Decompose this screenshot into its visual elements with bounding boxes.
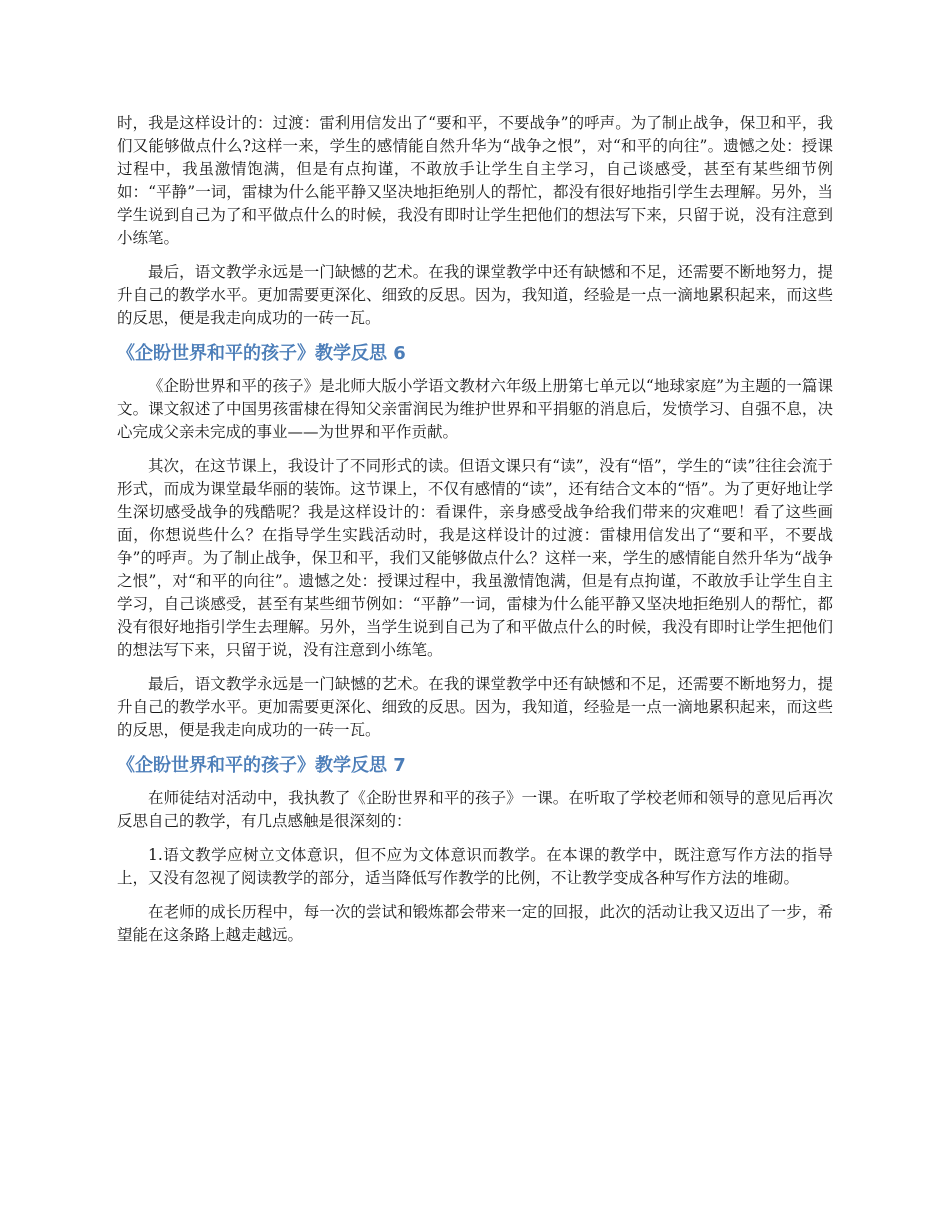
- paragraph-conclusion-1: 最后，语文教学永远是一门缺憾的艺术。在我的课堂教学中还有缺憾和不足，还需要不断地努力，提升自己的教学水平。更加需要更深化、细致的反思。因为，我知道，经验是一点一滴地累积起来，而这些的反思，便是我走向成功的一砖一瓦。: [117, 263, 833, 327]
- paragraph-point-1-7: 1.语文教学应树立文体意识，但不应为文体意识而教学。在本课的教学中，既注意写作方法的指导上，又没有忽视了阅读教学的部分，适当降低写作教学的比例，不让教学变成各种写作方法的堆砌。: [117, 846, 833, 887]
- paragraph-reading-design-6: 其次，在这节课上，我设计了不同形式的读。但语文课只有“读”，没有“悟”，学生的“读”往往会流于形式，而成为课堂最华丽的装饰。这节课上，不仅有感情的“读”，还有结合文本的“悟”。为了更好地让学生深切感受战争的残酷呢？我是这样设计的：看课件，亲身感受战争给我们带来的灾难吧！看了这些画面，你想说些什么？在指导学生实践活动时，我是这样设计的过渡：雷棣用信发出了“要和平，不要战争”的呼声。为了制止战争，保卫和平，我们又能够做点什么？这样一来，学生的感情能自然升华为“战争之恨”，对“和平的向往”。遗憾之处：授课过程中，我虽激情饱满，但是有点拘谨，不敢放手让学生自主学习，自己谈感受，甚至有某些细节例如：“平静”一词，雷棣为什么能平静又坚决地拒绝别人的帮忙，都没有很好地指引学生去理解。另外，当学生说到自己为了和平做点什么的时候，我没有即时让学生把他们的想法写下来，只留于说，没有注意到小练笔。: [117, 457, 833, 659]
- paragraph-intro-6: 《企盼世界和平的孩子》是北师大版小学语文教材六年级上册第七单元以“地球家庭”为主题的一篇课文。课文叙述了中国男孩雷棣在得知父亲雷润民为维护世界和平捐躯的消息后，发愤学习、自强不息，决心完成父亲未完成的事业——为世界和平作贡献。: [117, 377, 833, 441]
- section-heading-6: 《企盼世界和平的孩子》教学反思 6: [117, 343, 406, 364]
- paragraph-continuation: 时，我是这样设计的：过渡：雷利用信发出了“要和平，不要战争”的呼声。为了制止战争，保卫和平，我们又能够做点什么?这样一来，学生的感情能自然升华为“战争之恨”，对“和平的向往”。遗憾之处：授课过程中，我虽激情饱满，但是有点拘谨，不敢放手让学生自主学习，自己谈感受，甚至有某些细节例如：“平静”一词，雷棣为什么能平静又坚决地拒绝别人的帮忙，都没有很好地指引学生去理解。另外，当学生说到自己为了和平做点什么的时候，我没有即时让学生把他们的想法写下来，只留于说，没有注意到小练笔。: [117, 114, 833, 247]
- paragraph-intro-7: 在师徒结对活动中，我执教了《企盼世界和平的孩子》一课。在听取了学校老师和领导的意见后再次反思自己的教学，有几点感触是很深刻的：: [117, 789, 833, 830]
- paragraph-closing-7: 在老师的成长历程中，每一次的尝试和锻炼都会带来一定的回报，此次的活动让我又迈出了一步，希望能在这条路上越走越远。: [117, 903, 833, 944]
- paragraph-conclusion-6: 最后，语文教学永远是一门缺憾的艺术。在我的课堂教学中还有缺憾和不足，还需要不断地努力，提升自己的教学水平。更加需要更深化、细致的反思。因为，我知道，经验是一点一滴地累积起来，而这些的反思，便是我走向成功的一砖一瓦。: [117, 675, 833, 739]
- section-heading-7: 《企盼世界和平的孩子》教学反思 7: [117, 755, 406, 776]
- document-page: [117, 112, 833, 958]
